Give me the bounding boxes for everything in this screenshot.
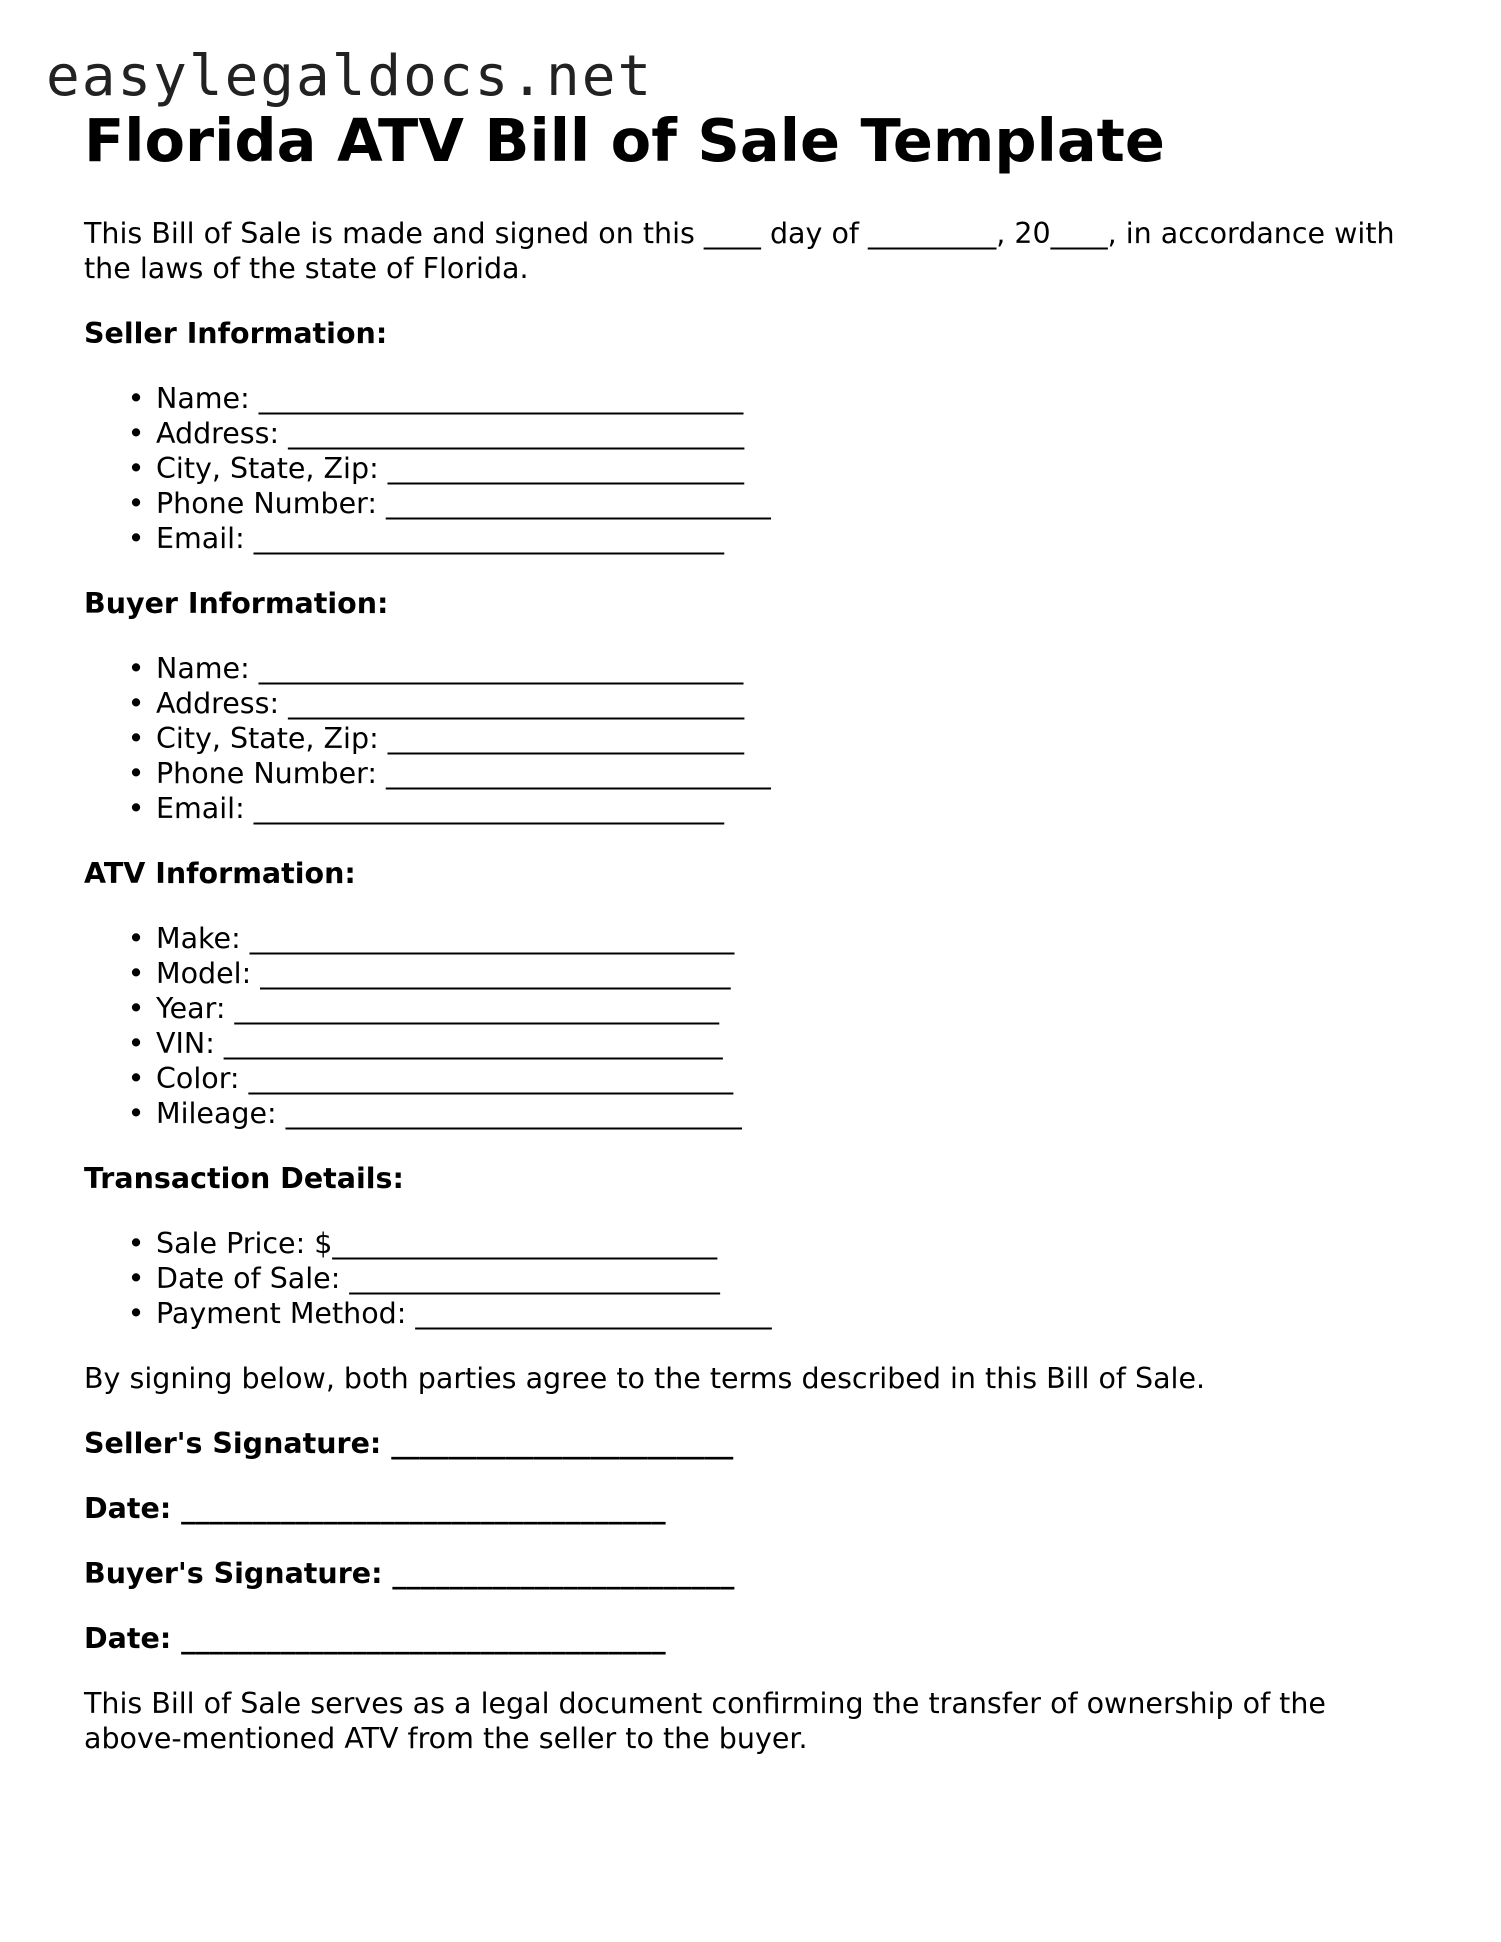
field-label: Year: __________________________________ [156,992,720,1025]
atv-year-field[interactable] [84,991,1414,1026]
seller-field-list [84,381,1414,556]
field-label: Sale Price: $___________________________ [156,1227,718,1260]
site-watermark: easylegaldocs.net [46,44,654,109]
bullet-icon: • [127,652,145,685]
atv-color-field[interactable] [84,1061,1414,1096]
buyer-section-heading: Buyer Information: [84,587,389,620]
atv-section-heading: ATV Information: [84,857,356,890]
bullet-icon: • [127,1297,145,1330]
seller-date-field[interactable]: Date: __________________________________ [84,1492,666,1525]
bullet-icon: • [127,1062,145,1095]
bullet-icon: • [127,1262,145,1295]
field-label: VIN: ___________________________________ [156,1027,723,1060]
bullet-icon: • [127,687,145,720]
field-label: Date of Sale: __________________________ [156,1262,720,1295]
bullet-icon: • [127,1027,145,1060]
bullet-icon: • [127,1227,145,1260]
buyer-city-state-zip-field[interactable] [84,721,1414,756]
field-label: Email: _________________________________ [156,792,724,825]
field-label: Name: __________________________________ [156,652,744,685]
seller-name-field[interactable] [84,381,1414,416]
bullet-icon: • [127,792,145,825]
buyer-address-field[interactable] [84,686,1414,721]
field-label: Address: ________________________________ [156,687,745,720]
seller-email-field[interactable] [84,521,1414,556]
seller-city-state-zip-field[interactable] [84,451,1414,486]
field-label: Payment Method: _________________________ [156,1297,772,1330]
bullet-icon: • [127,522,145,555]
bullet-icon: • [127,1097,145,1130]
bullet-icon: • [127,757,145,790]
buyer-field-list [84,651,1414,826]
date-of-sale-field[interactable] [84,1261,1414,1296]
buyer-name-field[interactable] [84,651,1414,686]
transaction-section-heading: Transaction Details: [84,1162,404,1195]
bullet-icon: • [127,382,145,415]
seller-address-field[interactable] [84,416,1414,451]
field-label: Address: ________________________________ [156,417,745,450]
field-label: City, State, Zip: _________________________ [156,722,744,755]
document-title: Florida ATV Bill of Sale Template [84,106,1165,175]
payment-method-field[interactable] [84,1296,1414,1331]
field-label: Email: _________________________________ [156,522,724,555]
atv-make-field[interactable] [84,921,1414,956]
field-label: Mileage: ________________________________ [156,1097,742,1130]
atv-model-field[interactable] [84,956,1414,991]
field-label: Model: _________________________________ [156,957,731,990]
buyer-date-field[interactable]: Date: __________________________________ [84,1622,666,1655]
bullet-icon: • [127,452,145,485]
buyer-signature-field[interactable]: Buyer's Signature: ________________________ [84,1557,735,1590]
agreement-statement: By signing below, both parties agree to the terms described in this Bill of Sale. [84,1362,1206,1395]
closing-paragraph: This Bill of Sale serves as a legal document confirming the transfer of ownership of the above-mentioned ATV from the seller to the buyer. [84,1687,1326,1755]
field-label: Name: __________________________________ [156,382,744,415]
document-body [84,104,1414,1756]
atv-vin-field[interactable] [84,1026,1414,1061]
seller-phone-field[interactable] [84,486,1414,521]
bullet-icon: • [127,957,145,990]
intro-paragraph: This Bill of Sale is made and signed on this ____ day of _________, 20____, in accordance with the laws of the state of Florida. [84,217,1395,285]
transaction-field-list [84,1226,1414,1331]
buyer-phone-field[interactable] [84,756,1414,791]
bullet-icon: • [127,487,145,520]
atv-mileage-field[interactable] [84,1096,1414,1131]
seller-section-heading: Seller Information: [84,317,388,350]
bullet-icon: • [127,992,145,1025]
bullet-icon: • [127,417,145,450]
bullet-icon: • [127,922,145,955]
buyer-email-field[interactable] [84,791,1414,826]
field-label: Phone Number: ___________________________ [156,757,771,790]
field-label: Phone Number: ___________________________ [156,487,771,520]
sale-price-field[interactable] [84,1226,1414,1261]
field-label: Color: __________________________________ [156,1062,734,1095]
field-label: Make: __________________________________ [156,922,735,955]
seller-signature-field[interactable]: Seller's Signature: ________________________ [84,1427,734,1460]
atv-field-list [84,921,1414,1131]
bullet-icon: • [127,722,145,755]
field-label: City, State, Zip: _________________________ [156,452,744,485]
